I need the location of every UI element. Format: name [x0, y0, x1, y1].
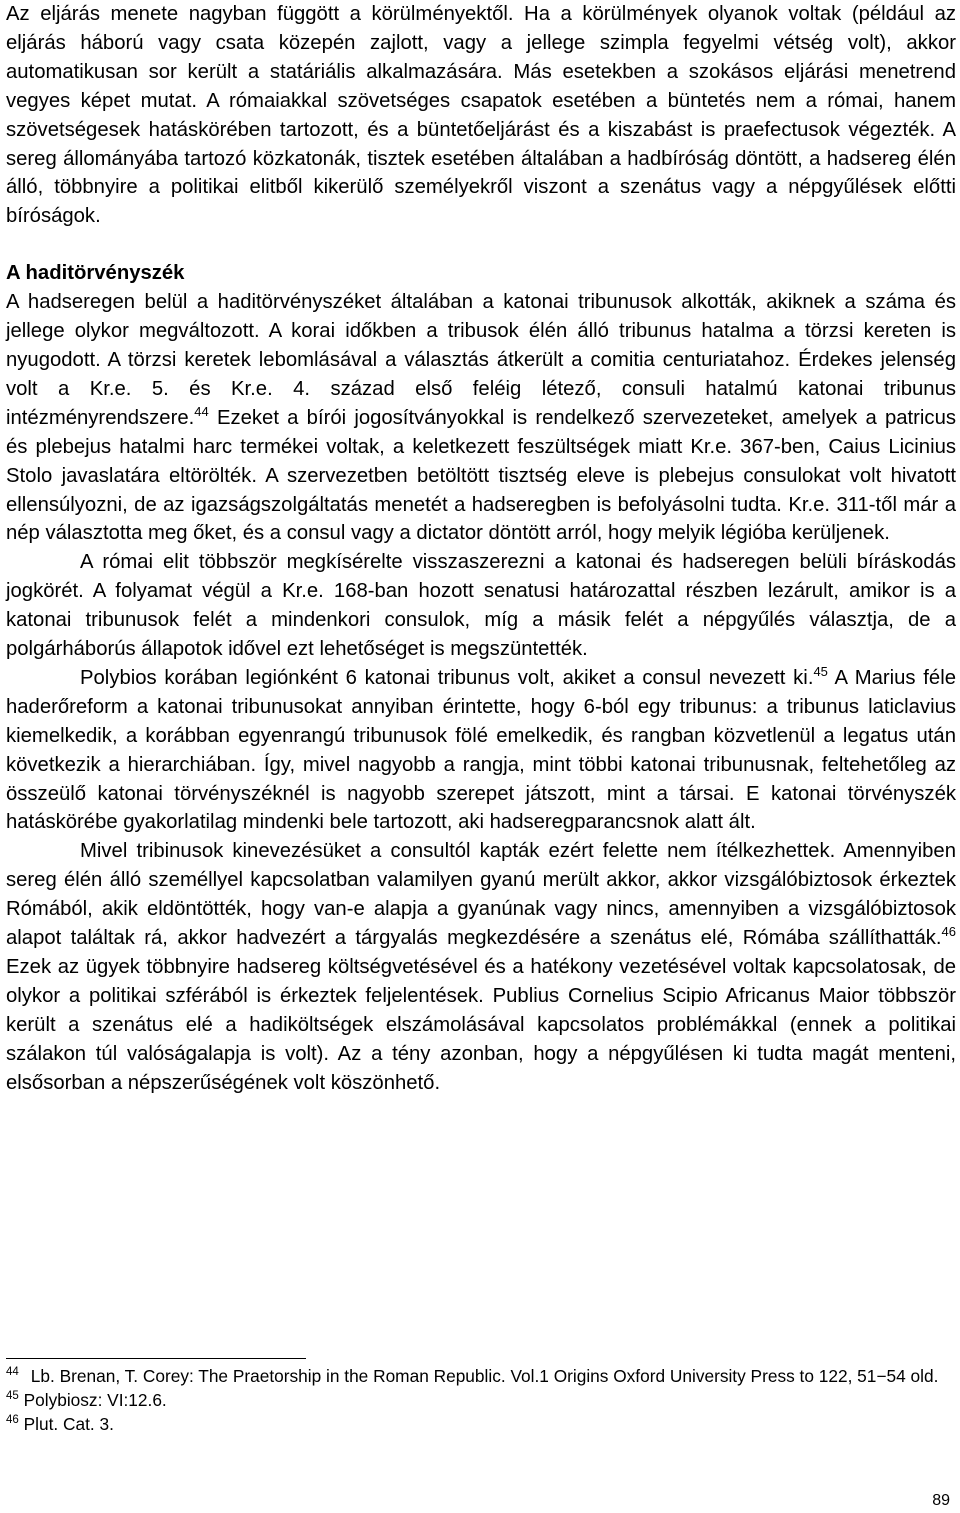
paragraph-text: A Marius féle haderőreform a katonai tribunusokat annyiban érintette, hogy 6-ból egy tribunus: a tribunus laticlavius kiemelkedik, a korábban egyenrangú tribunusok fölé emelkedik, és rangban közvetlenül a legatus után következik a hierarchiában. Így, mivel nagyobb a rangja, mint többi katonai tribunusnak, feltehetőleg az összeülő katonai törvényszéknél is nagyobb szerepet játszott, mint a társai. E katonai törvényszék hatáskörébe gyakorlatilag mindenki bele tartozott, aki hadseregparancsnok alatt ált. — [6, 666, 956, 834]
footnote-text: Polybiosz: VI:12.6. — [23, 1389, 167, 1410]
page-number: 89 — [932, 1492, 950, 1509]
paragraph-polybios — [6, 664, 956, 837]
footnote-ref-46[interactable]: 46 — [941, 924, 956, 940]
footnote-number: 44 — [6, 1366, 19, 1378]
footnote-number: 46 — [6, 1413, 19, 1426]
paragraph-text: Polybios korában legiónként 6 katonai tribunus volt, akiket a consul nevezett ki. — [80, 666, 814, 689]
paragraph-text: Mivel tribinusok kinevezésüket a consultól kapták ezért felette nem ítélkezhettek. Amennyiben sereg élén álló személlyel kapcsolatban valamilyen gyanú merült akkor, akkor vizsgálóbiztosok érkeztek Rómából, akik eldöntötték, hogy van-e alapja a gyanúnak vagy nincs, amennyiben a vizsgálóbiztosok alapot találtak rá, akkor hadvezért a tárgyalás megkezdésére a szenátus elé, Rómába szállíthatták. — [6, 840, 956, 950]
paragraph-procedure — [6, 0, 956, 231]
paragraph-tribunes — [6, 288, 956, 548]
paragraph-text: A hadseregen belül a haditörvényszéket általában a katonai tribunusok alkották, akiknek a száma és jellege olykor megváltozott. A korai időkben a tribusok élén álló tribunus hatalma a törzsi kereten is nyugodott. A törzsi keretek lebomlásával a választás átkerült a comitia centuriatahoz. Érdekes jelenség volt a Kr.e. 5. és Kr.e. 4. század első feléig létező, consuli hatalmú katonai tribunus intézményrendszere. — [6, 291, 956, 429]
paragraph-text: Ezek az ügyek többnyire hadsereg költségvetésével és a hatékony vezetésével voltak kapcsolatosak, de olykor a politikai szférából is érkeztek feljelentések. Publius Cornelius Scipio Africanus Maior többször került a szenátus elé a hadiköltségek elszámolásával kapcsolatos problémákkal (ennek a politikai szálakon túl valóságalapja is volt). Az a tény azonban, hogy a népgyűlésen ki tudta magát menteni, elsősorban a népszerűségének volt köszönhető. — [6, 956, 956, 1094]
paragraph-text: A római elit többször megkísérelte visszaszerezni a katonai és hadseregen belüli bíráskodás jogkörét. A folyamat végül a Kr.e. 168-ban hozott senatusi határozattal részben lezárult, amikor is a katonai tribunusok felét a mindenkori consulok, míg a másik felét a népgyűlés választja, de a polgárháborús állapotok idővel ezt lehetőséget is megszüntették. — [6, 551, 956, 661]
footnote-ref-44[interactable]: 44 — [194, 403, 209, 419]
paragraph-consul — [6, 837, 956, 1097]
footnote-divider — [6, 1358, 306, 1359]
footnote-46 — [6, 1413, 946, 1437]
document-page — [6, 0, 956, 1098]
paragraph-text: Az eljárás menete nagyban függött a körülményektől. Ha a körülmények olyanok voltak (például az eljárás háború vagy csata közepén zajlott, vagy a jellege szimpla fegyelmi vétség volt), akkor automatikusan sor került a statáriális alkalmazására. Más esetekben a szokásos eljárási menetrend vegyes képet mutat. A rómaiakkal szövetséges csapatok esetében a büntetés nem a római, hanem szövetségesek hatáskörében tartozott, és a büntetőeljárást és a kiszabást is praefectusok végezték. A sereg állományába tartozó közkatonák, tisztek esetében általában a hadbíróság döntött, a hadsereg élén álló, többnyire a politikai elitből kikerülő személyekről viszont a szenátus vagy a népgyűlések előtti bíróságok. — [6, 3, 956, 228]
footnote-ref-45[interactable]: 45 — [813, 663, 828, 679]
footnote-text: Lb. Brenan, T. Corey: The Praetorship in the Roman Republic. Vol.1 Origins Oxford University Press to 122, 51−54 old. — [30, 1366, 939, 1386]
footnote-number: 45 — [6, 1389, 19, 1402]
footnote-44 — [6, 1365, 946, 1389]
footnote-text: Plut. Cat. 3. — [23, 1413, 114, 1434]
footnotes — [6, 1358, 946, 1436]
paragraph-elite — [6, 548, 956, 664]
body-text — [6, 0, 956, 1098]
paragraph-text: Ezeket a bírói jogosítványokkal is rendelkező szervezeteket, amelyek a patricus és plebejus hatalmi harc termékei voltak, a keletkezett feszültségek miatt Kr.e. 367-ben, Caius Licinius Stolo javaslatára eltörölték. A szervezetben betöltött tisztség eleve is plebejus consulokat volt hivatott ellensúlyozni, de az igazságszolgáltatás menetét a hadseregben is befolyásolni tudta. Kr.e. 311-től már a nép választotta meg őket, és a consul vagy a dictator döntött arról, hogy melyik légióba kerüljenek. — [6, 406, 956, 545]
footnote-45 — [6, 1389, 946, 1413]
section-heading: A haditörvényszék — [6, 262, 185, 285]
